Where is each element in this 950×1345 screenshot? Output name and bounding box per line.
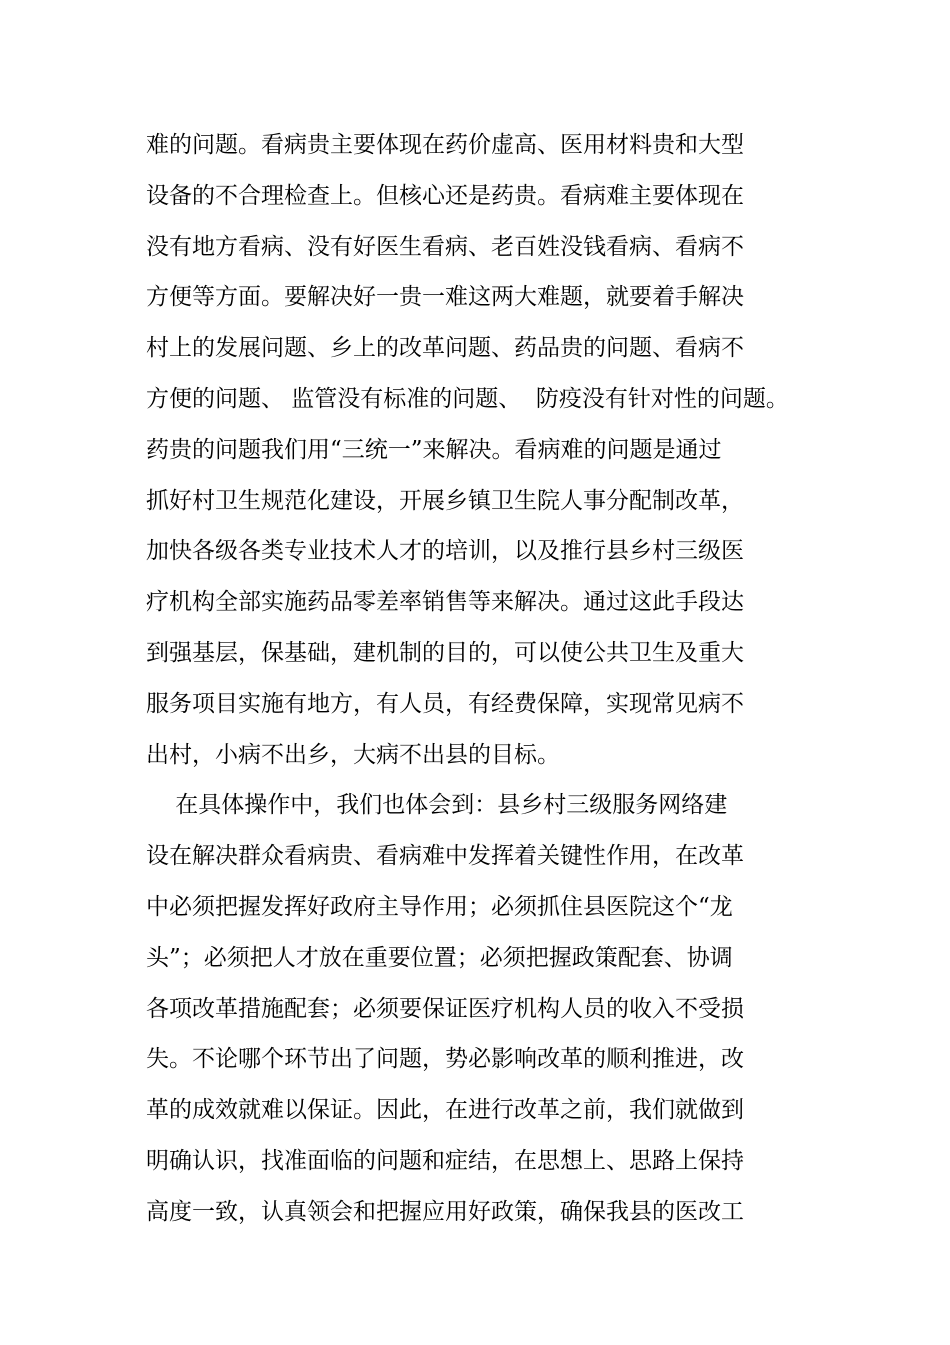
text-line: 方便等方面。要解决好一贵一难这两大难题，就要着手解决	[146, 284, 744, 311]
text-line: 失。不论哪个环节出了问题，势必影响改革的顺利推进，改	[146, 1046, 744, 1073]
text-line: 药贵的问题我们用“三统一”来解决。看病难的问题是通过	[146, 436, 722, 463]
body-text	[146, 120, 846, 1238]
text-line: 抓好村卫生规范化建设，开展乡镇卫生院人事分配制改革，	[146, 487, 744, 514]
text-line: 革的成效就难以保证。因此，在进行改革之前，我们就做到	[146, 1097, 744, 1124]
text-line: 明确认识，找准面临的问题和症结，在思想上、思路上保持	[146, 1147, 744, 1174]
text-line: 到强基层，保基础，建机制的目的，可以使公共卫生及重大	[146, 639, 744, 666]
text-line: 方便的问题、 监管没有标准的问题、 防疫没有针对性的问题。	[146, 385, 789, 412]
text-line: 中必须把握发挥好政府主导作用；必须抓住县医院这个“龙	[146, 893, 733, 920]
text-line: 高度一致，认真领会和把握应用好政策，确保我县的医改工	[146, 1198, 744, 1225]
text-line: 没有地方看病、没有好医生看病、老百姓没钱看病、看病不	[146, 233, 744, 260]
text-line: 设在解决群众看病贵、看病难中发挥着关键性作用，在改革	[146, 843, 744, 870]
text-line: 在具体操作中，我们也体会到：县乡村三级服务网络建	[146, 792, 728, 819]
text-line: 加快各级各类专业技术人才的培训，以及推行县乡村三级医	[146, 538, 744, 565]
text-line: 出村，小病不出乡，大病不出县的目标。	[146, 741, 560, 768]
text-line: 村上的发展问题、乡上的改革问题、药品贵的问题、看病不	[146, 335, 744, 362]
text-line: 各项改革措施配套；必须要保证医疗机构人员的收入不受损	[146, 995, 744, 1022]
text-line: 难的问题。看病贵主要体现在药价虚高、医用材料贵和大型	[146, 132, 744, 158]
text-line: 头”；必须把人才放在重要位置；必须把握政策配套、协调	[146, 944, 733, 971]
text-line: 服务项目实施有地方，有人员，有经费保障，实现常见病不	[146, 690, 744, 717]
text-line: 设备的不合理检查上。但核心还是药贵。看病难主要体现在	[146, 182, 744, 209]
text-line: 疗机构全部实施药品零差率销售等来解决。通过这此手段达	[146, 589, 744, 616]
